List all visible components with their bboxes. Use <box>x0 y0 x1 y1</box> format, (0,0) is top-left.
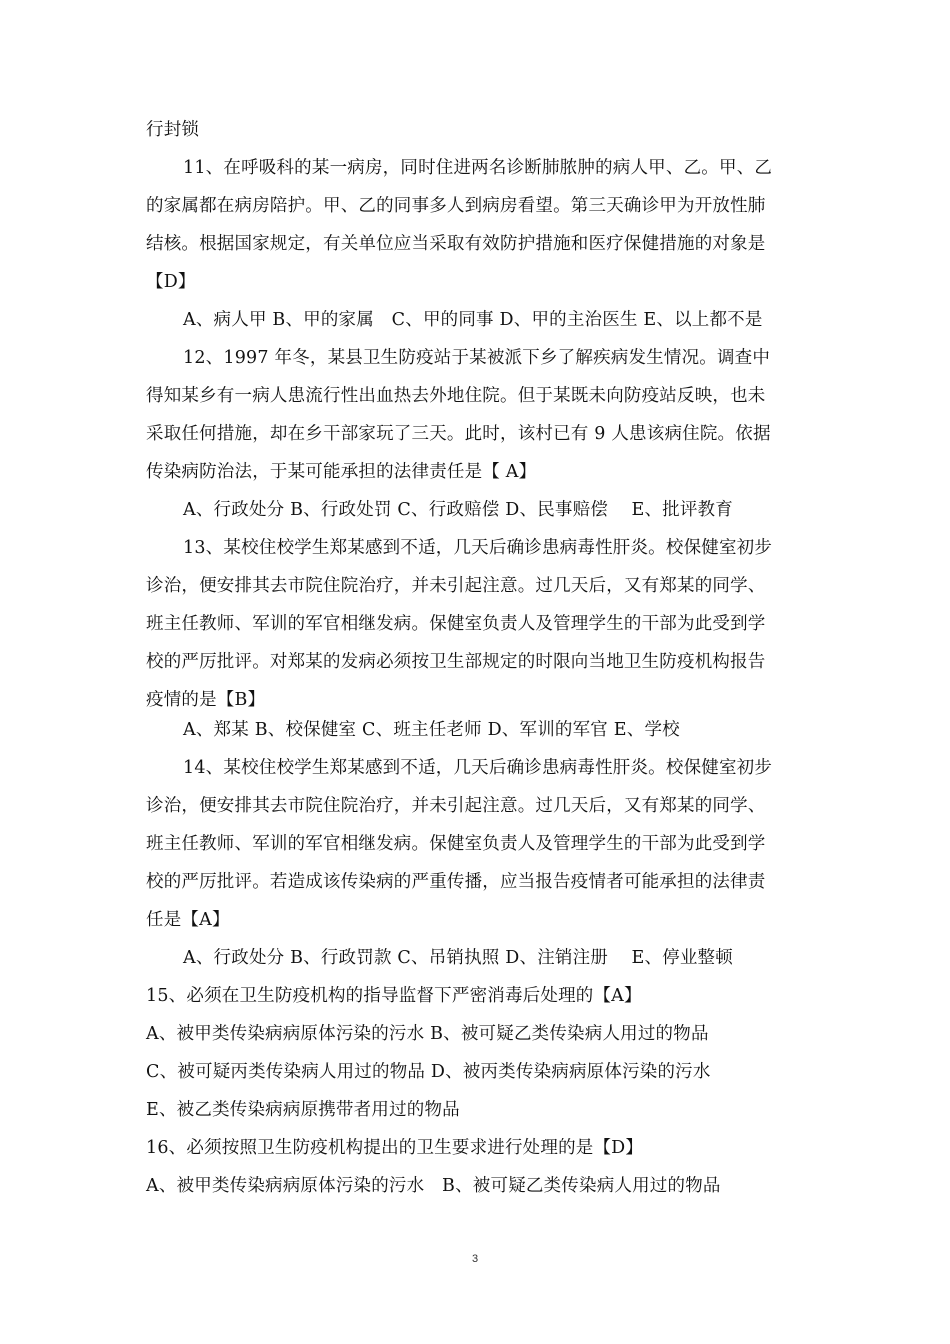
text-line: 诊治，便安排其去市院住院治疗，并未引起注意。过几天后，又有郑某的同学、 <box>146 576 766 596</box>
options-line: A、被甲类传染病病原体污染的污水 B、被可疑乙类传染病人用过的物品 <box>146 1176 721 1196</box>
text-line: 班主任教师、军训的军官相继发病。保健室负责人及管理学生的干部为此受到学 <box>146 614 766 634</box>
answer-key: 【D】 <box>146 272 196 292</box>
options-line: A、郑某 B、校保健室 C、班主任老师 D、军训的军官 E、学校 <box>183 720 680 740</box>
text-line: 班主任教师、军训的军官相继发病。保健室负责人及管理学生的干部为此受到学 <box>146 834 766 854</box>
options-line: C、被可疑丙类传染病人用过的物品 D、被丙类传染病病原体污染的污水 <box>146 1062 711 1082</box>
text-line: 诊治，便安排其去市院住院治疗，并未引起注意。过几天后，又有郑某的同学、 <box>146 796 766 816</box>
text-line: 结核。根据国家规定，有关单位应当采取有效防护措施和医疗保健措施的对象是 <box>146 234 766 254</box>
text-line: 采取任何措施，却在乡干部家玩了三天。此时，该村已有 9 人患该病住院。依据 <box>146 424 771 444</box>
text-line: 任是【A】 <box>146 910 230 930</box>
question-14-line-1: 14、某校住校学生郑某感到不适，几天后确诊患病毒性肝炎。校保健室初步 <box>183 758 773 778</box>
page-number: 3 <box>471 1253 479 1265</box>
options-line: A、行政处分 B、行政处罚 C、行政赔偿 D、民事赔偿 E、批评教育 <box>183 500 733 520</box>
question-15: 15、必须在卫生防疫机构的指导监督下严密消毒后处理的【A】 <box>146 986 642 1006</box>
text-line: 校的严厉批评。若造成该传染病的严重传播，应当报告疫情者可能承担的法律责 <box>146 872 766 892</box>
question-16: 16、必须按照卫生防疫机构提出的卫生要求进行处理的是【D】 <box>146 1138 644 1158</box>
text-line: 校的严厉批评。对郑某的发病必须按卫生部规定的时限向当地卫生防疫机构报告 <box>146 652 766 672</box>
text-line: 疫情的是【B】 <box>146 690 266 710</box>
question-12-line-1: 12、1997 年冬，某县卫生防疫站于某被派下乡了解疾病发生情况。调查中 <box>183 348 771 368</box>
options-line: A、行政处分 B、行政罚款 C、吊销执照 D、注销注册 E、停业整顿 <box>183 948 733 968</box>
text-line: 得知某乡有一病人患流行性出血热去外地住院。但于某既未向防疫站反映，也未 <box>146 386 766 406</box>
options-line: E、被乙类传染病病原携带者用过的物品 <box>146 1100 460 1120</box>
question-13-line-1: 13、某校住校学生郑某感到不适，几天后确诊患病毒性肝炎。校保健室初步 <box>183 538 773 558</box>
question-11-line-1: 11、在呼吸科的某一病房，同时住进两名诊断肺脓肿的病人甲、乙。甲、乙 <box>183 158 773 178</box>
options-line: A、病人甲 B、甲的家属 C、甲的同事 D、甲的主治医生 E、以上都不是 <box>183 310 763 330</box>
text-line: 行封锁 <box>146 120 200 140</box>
text-line: 的家属都在病房陪护。甲、乙的同事多人到病房看望。第三天确诊甲为开放性肺 <box>146 196 766 216</box>
text-line: 传染病防治法，于某可能承担的法律责任是【 A】 <box>146 462 537 482</box>
options-line: A、被甲类传染病病原体污染的污水 B、被可疑乙类传染病人用过的物品 <box>146 1024 709 1044</box>
